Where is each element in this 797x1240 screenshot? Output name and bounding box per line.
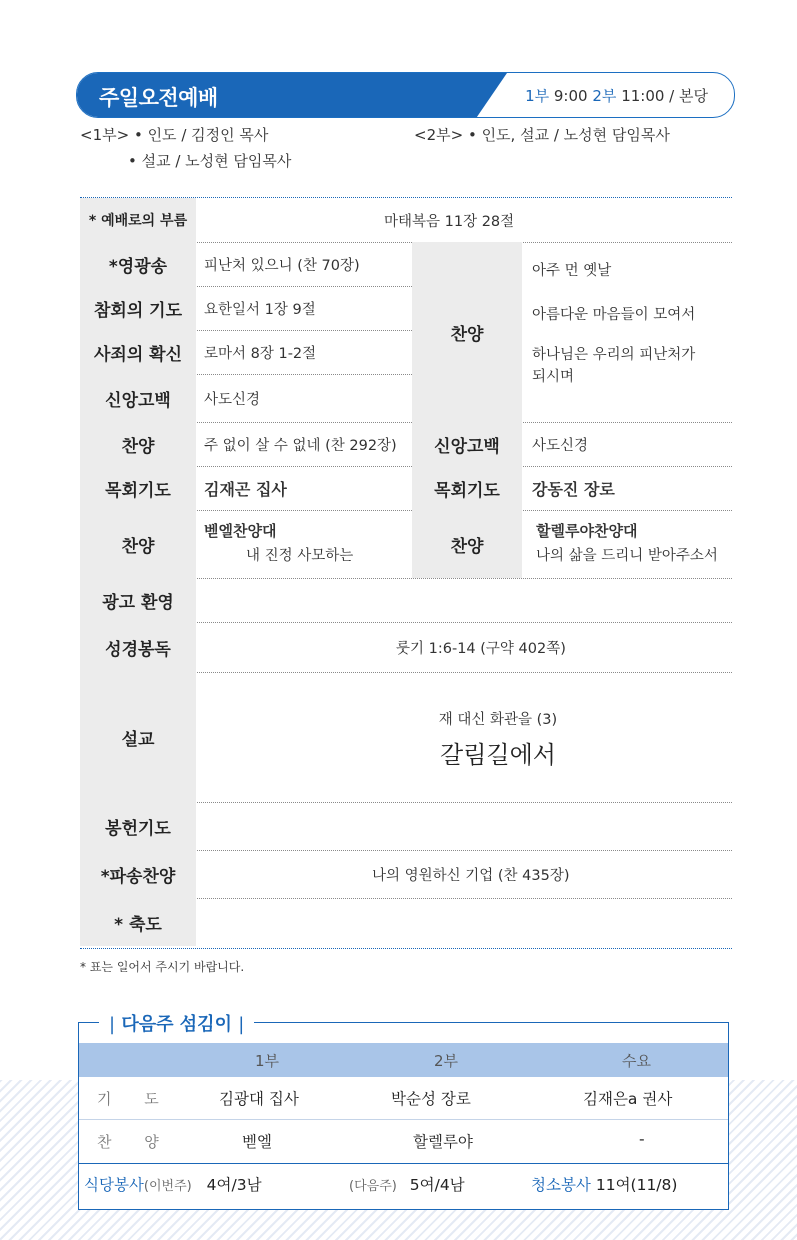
praise-line3: 하나님은 우리의 피난처가 — [532, 347, 696, 363]
sending-hymn-value: 나의 영원하신 기업 (찬 435장) — [372, 867, 570, 884]
part2-time: 11:00 / 본당 — [621, 87, 708, 105]
part1-tag: <1부> — [80, 126, 130, 144]
part2-time-label: 2부 — [592, 87, 617, 105]
this-week-tag: (이번주) — [143, 1179, 192, 1194]
praise-part1: 벧엘 — [242, 1133, 272, 1151]
title-bar-right: | — [238, 1014, 245, 1035]
benediction-label: * 축도 — [80, 898, 196, 946]
announcements-label: 광고 환영 — [80, 578, 196, 622]
kitchen-row — [84, 1173, 262, 1195]
choir2-label: 찬양 — [412, 510, 522, 578]
assurance-label: 사죄의 확신 — [80, 330, 196, 374]
col-part1: 1부 — [255, 1052, 280, 1070]
part1-leaders — [80, 123, 268, 147]
creed-label: 신앙고백 — [80, 374, 196, 422]
next-week-box — [78, 1022, 729, 1210]
next-week-title — [99, 1010, 254, 1036]
title-bar-left: | — [109, 1014, 116, 1035]
prayer-wednesday: 김재은a 권사 — [583, 1090, 673, 1108]
scripture-label: 성경봉독 — [80, 622, 196, 672]
hymn-value: 주 없이 살 수 없네 (찬 292장) — [204, 437, 397, 454]
choir2 — [536, 520, 732, 565]
next-week-kitchen: 5여/4남 — [409, 1176, 465, 1194]
service-time — [525, 85, 708, 106]
col-wednesday: 수요 — [622, 1052, 651, 1070]
choir-label: 찬양 — [80, 510, 196, 578]
service-banner — [76, 72, 735, 118]
row-divider — [79, 1163, 728, 1164]
doxology-label: *영광송 — [80, 242, 196, 286]
sermon-label: 설교 — [80, 672, 196, 802]
part2-line1: • 인도, 설교 / 노성현 담임목사 — [467, 126, 670, 144]
part1-time-label: 1부 — [525, 87, 550, 105]
sending-hymn-label: *파송찬양 — [80, 850, 196, 898]
pastoral-prayer2-label: 목회기도 — [412, 466, 522, 510]
next-week-tag: (다음주) — [349, 1179, 397, 1194]
hymn-label: 찬양 — [80, 422, 196, 466]
cleaning — [531, 1173, 677, 1195]
choir2-name: 할렐루야찬양대 — [536, 522, 638, 540]
praise-label: 찬양 — [412, 242, 522, 422]
repentance-label: 참회의 기도 — [80, 286, 196, 330]
praise-wednesday: - — [639, 1130, 645, 1148]
choir1-song: 내 진정 사모하는 — [246, 548, 354, 564]
part1-line1: • 인도 / 김정인 목사 — [133, 126, 269, 144]
creed2-value: 사도신경 — [532, 437, 589, 454]
standing-note: * 표는 일어서 주시기 바랍니다. — [80, 960, 245, 974]
prayer-part1: 김광대 집사 — [219, 1090, 299, 1108]
prayer-row-label: 기 도 — [97, 1090, 173, 1108]
assurance-value: 로마서 8장 1-2절 — [204, 345, 317, 362]
next-week-title-text: 다음주 섬김이 — [121, 1014, 232, 1035]
praise-line2: 아름다운 마음들이 모여서 — [532, 307, 696, 323]
sermon-subtitle: 재 대신 화관을 (3) — [438, 712, 558, 728]
cleaning-value: 11여(11/8) — [595, 1176, 678, 1194]
service-title: 주일오전예배 — [99, 86, 218, 110]
call-to-worship-label: * 예배로의 부름 — [80, 198, 196, 242]
choir1 — [204, 520, 412, 565]
scripture-value: 룻기 1:6-14 (구약 402쪽) — [396, 640, 566, 657]
part1-sermon-leader: • 설교 / 노성현 담임목사 — [128, 152, 292, 170]
offering-label: 봉헌기도 — [80, 802, 196, 850]
pastoral-prayer-label: 목회기도 — [80, 466, 196, 510]
doxology-value: 피난처 있으니 (찬 70장) — [204, 257, 360, 274]
col-part2: 2부 — [434, 1052, 459, 1070]
creed2-label: 신앙고백 — [412, 422, 522, 466]
praise-lyrics — [532, 260, 732, 388]
choir1-name: 벧엘찬양대 — [204, 522, 277, 540]
choir2-song: 나의 삶을 드리니 받아주소서 — [536, 548, 718, 564]
kitchen-label: 식당봉사 — [84, 1176, 144, 1194]
praise-line4: 되시며 — [532, 369, 575, 385]
pastoral-prayer-value: 김재곤 집사 — [204, 479, 287, 499]
this-week-kitchen: 4여/3남 — [206, 1176, 262, 1194]
next-kitchen — [349, 1173, 465, 1195]
creed-value: 사도신경 — [204, 391, 261, 408]
call-to-worship-value: 마태복음 11장 28절 — [384, 213, 515, 230]
part2-leaders — [414, 123, 670, 147]
pastoral-prayer2-value: 강동진 장로 — [532, 479, 615, 499]
praise-row-label: 찬 양 — [97, 1133, 173, 1151]
row-divider — [79, 1119, 728, 1120]
prayer-part2: 박순성 장로 — [391, 1090, 471, 1108]
sermon-block — [196, 708, 732, 770]
part1-time: 9:00 — [553, 87, 588, 105]
part2-tag: <2부> — [414, 126, 464, 144]
sermon-title: 갈림길에서 — [440, 741, 556, 769]
order-of-worship — [80, 197, 732, 949]
cleaning-label: 청소봉사 — [531, 1176, 591, 1194]
praise-line1: 아주 먼 옛날 — [532, 263, 612, 279]
praise-part2: 할렐루야 — [413, 1133, 473, 1151]
repentance-value: 요한일서 1장 9절 — [204, 301, 316, 318]
